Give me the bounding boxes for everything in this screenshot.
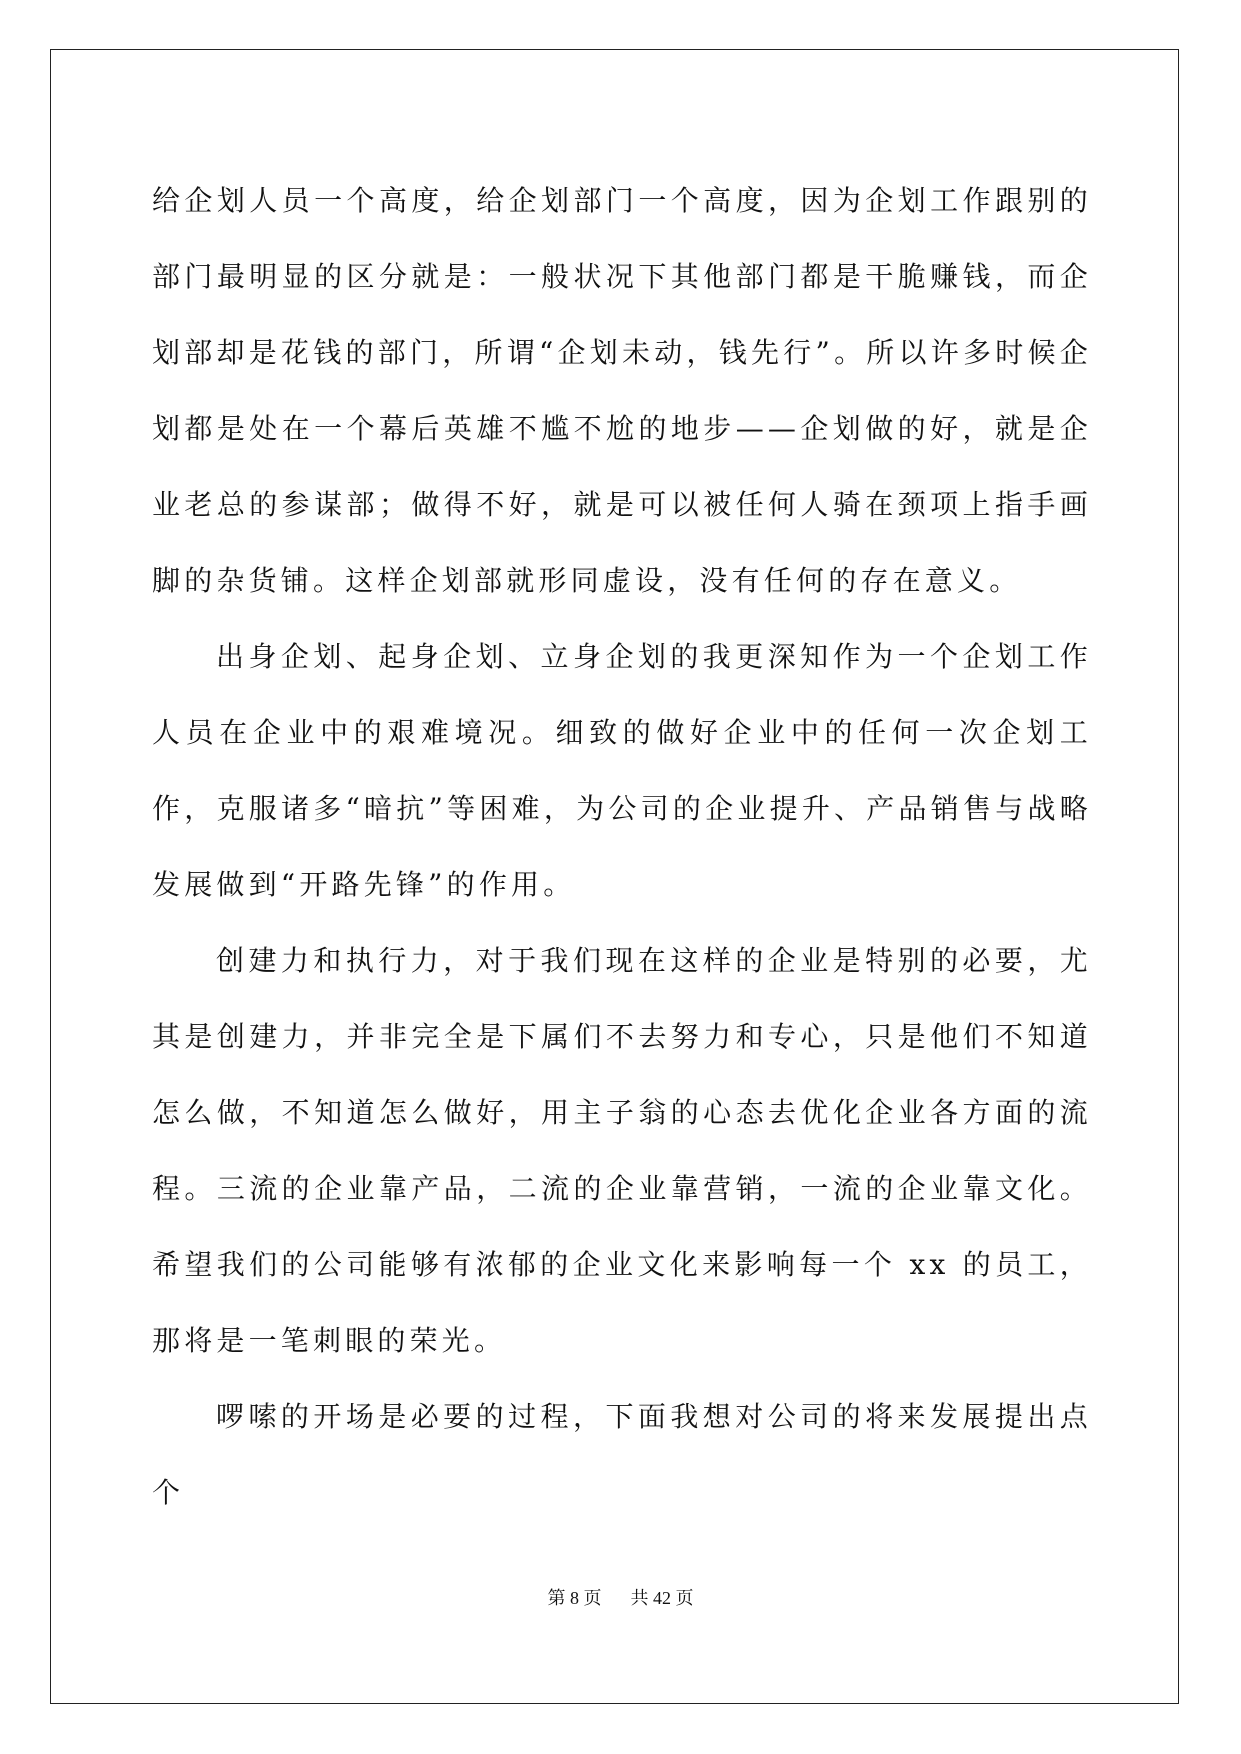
page-number: 第 8 页 [547, 1588, 602, 1608]
page-total: 共 42 页 [630, 1588, 694, 1608]
paragraph-1: 给企划人员一个高度，给企划部门一个高度，因为企划工作跟别的部门最明显的区分就是：一般状况下其他部门都是干脆赚钱，而企划部却是花钱的部门，所谓“企划未动，钱先行”。所以许多时候企划都是处在一个幕后英雄不尴不尬的地步——企划做的好，就是企业老总的参谋部；做得不好，就是可以被任何人骑在颈项上指手画脚的杂货铺。这样企划部就形同虚设，没有任何的存在意义。 [152, 184, 1092, 597]
paragraph-4: 啰嗦的开场是必要的过程，下面我想对公司的将来发展提出点个 [152, 1400, 1092, 1509]
document-body [152, 163, 1092, 1531]
page-footer [0, 1584, 1241, 1610]
paragraph-2: 出身企划、起身企划、立身企划的我更深知作为一个企划工作人员在企业中的艰难境况。细致的做好企业中的任何一次企划工作，克服诸多“暗抗”等困难，为公司的企业提升、产品销售与战略发展做到“开路先锋”的作用。 [152, 640, 1092, 901]
paragraph-3: 创建力和执行力，对于我们现在这样的企业是特别的必要，尤其是创建力，并非完全是下属们不去努力和专心，只是他们不知道怎么做，不知道怎么做好，用主子翁的心态去优化企业各方面的流程。三流的企业靠产品，二流的企业靠营销，一流的企业靠文化。希望我们的公司能够有浓郁的企业文化来影响每一个 xx 的员工，那将是一笔刺眼的荣光。 [152, 944, 1092, 1357]
